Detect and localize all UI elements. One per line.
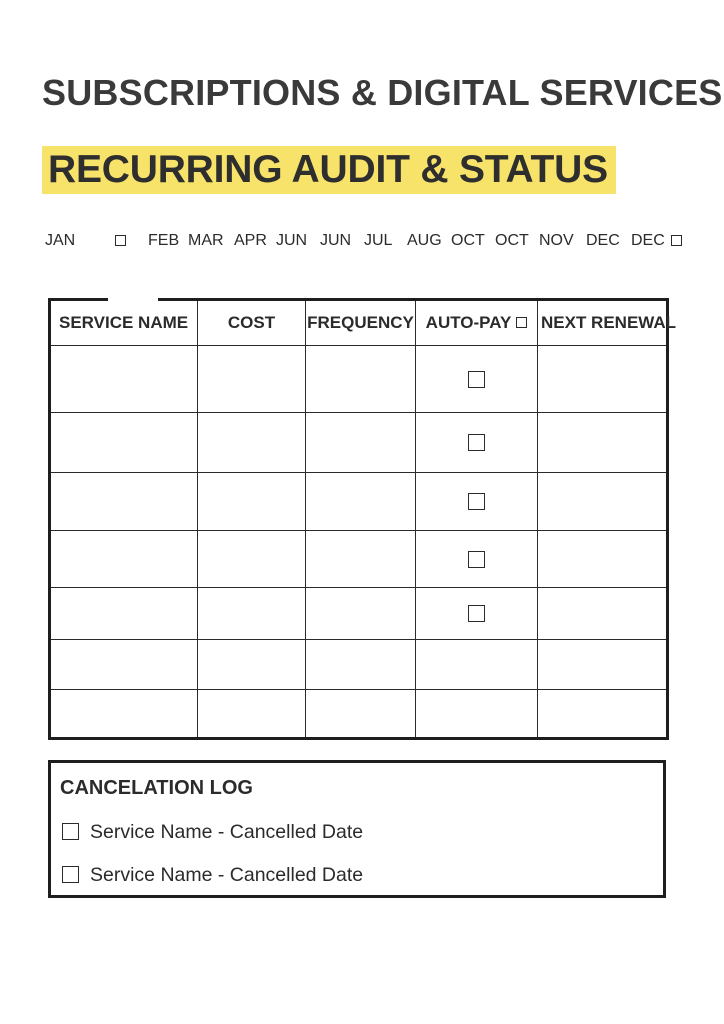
auto-pay-cell [416,413,538,473]
frequency-cell[interactable] [306,346,416,413]
cost-cell[interactable] [198,531,306,588]
table-row [50,531,668,588]
auto-pay-checkbox[interactable] [468,434,485,451]
table-row [50,588,668,640]
auto-pay-checkbox[interactable] [468,605,485,622]
cancelation-log-title: CANCELATION LOG [60,777,253,799]
cost-cell[interactable] [198,473,306,531]
month-tracker-row [0,232,724,254]
service-name-cell[interactable] [50,346,198,413]
month-label-oct-1: OCT [451,232,485,249]
service-name-cell[interactable] [50,640,198,690]
month-label-jan: JAN [45,232,76,249]
cancelation-checkbox[interactable] [62,823,79,840]
month-label-oct-2: OCT [495,232,529,249]
service-name-cell[interactable] [50,413,198,473]
table-row [50,473,668,531]
cost-cell[interactable] [198,413,306,473]
auto-pay-header-checkbox[interactable] [516,317,527,328]
cost-cell[interactable] [198,588,306,640]
cancelation-log-item [62,821,363,844]
page-title: SUBSCRIPTIONS & DIGITAL SERVICES [42,72,723,113]
frequency-cell[interactable] [306,588,416,640]
column-header-auto-pay: AUTO-PAY [416,300,538,346]
auto-pay-checkbox[interactable] [468,371,485,388]
month-label-jun-1: JUN [276,232,308,249]
month-label-feb: FEB [148,232,180,249]
subscription-audit-table [48,298,677,740]
cancelation-checkbox[interactable] [62,866,79,883]
column-header-cost: COST [198,300,306,346]
subtitle-highlight [42,146,616,194]
next-renewal-cell[interactable] [538,473,668,531]
frequency-cell[interactable] [306,473,416,531]
auto-pay-cell[interactable] [416,640,538,690]
auto-pay-checkbox[interactable] [468,493,485,510]
cost-cell[interactable] [198,690,306,739]
auto-pay-cell [416,531,538,588]
table-header-row [50,300,668,346]
table-row [50,690,668,739]
auto-pay-cell [416,588,538,640]
column-header-service-name: SERVICE NAME [50,300,198,346]
cancelation-log-item [62,864,363,887]
next-renewal-cell[interactable] [538,690,668,739]
page-subtitle: RECURRING AUDIT & STATUS [48,148,608,191]
month-checkbox-jan[interactable] [115,235,126,246]
month-checkbox-dec[interactable] [671,235,682,246]
next-renewal-cell[interactable] [538,413,668,473]
auto-pay-checkbox[interactable] [468,551,485,568]
cost-cell[interactable] [198,640,306,690]
cancelation-item-label: Service Name - Cancelled Date [90,864,364,886]
month-label-nov: NOV [539,232,574,249]
service-name-cell[interactable] [50,531,198,588]
auto-pay-cell [416,346,538,413]
service-name-cell[interactable] [50,588,198,640]
frequency-cell[interactable] [306,690,416,739]
auto-pay-cell [416,473,538,531]
next-renewal-cell[interactable] [538,346,668,413]
table-row [50,640,668,690]
service-name-cell[interactable] [50,690,198,739]
frequency-cell[interactable] [306,640,416,690]
cancelation-log-box [48,760,666,898]
cost-cell[interactable] [198,346,306,413]
frequency-cell[interactable] [306,413,416,473]
table-row [50,413,668,473]
month-label-jun-2: JUN [320,232,352,249]
service-name-cell[interactable] [50,473,198,531]
column-header-next-renewal: NEXT RENEWAL [538,300,668,346]
month-label-dec-2: DEC [631,232,665,249]
month-label-aug: AUG [407,232,442,249]
next-renewal-cell[interactable] [538,588,668,640]
next-renewal-cell[interactable] [538,640,668,690]
month-label-apr: APR [234,232,267,249]
month-label-mar: MAR [188,232,224,249]
cancelation-item-label: Service Name - Cancelled Date [90,821,364,843]
next-renewal-cell[interactable] [538,531,668,588]
month-label-jul: JUL [364,232,393,249]
auto-pay-cell[interactable] [416,690,538,739]
table-row [50,346,668,413]
frequency-cell[interactable] [306,531,416,588]
table-border-gap [108,296,158,302]
month-label-dec-1: DEC [586,232,620,249]
column-header-frequency: FREQUENCY [306,300,416,346]
